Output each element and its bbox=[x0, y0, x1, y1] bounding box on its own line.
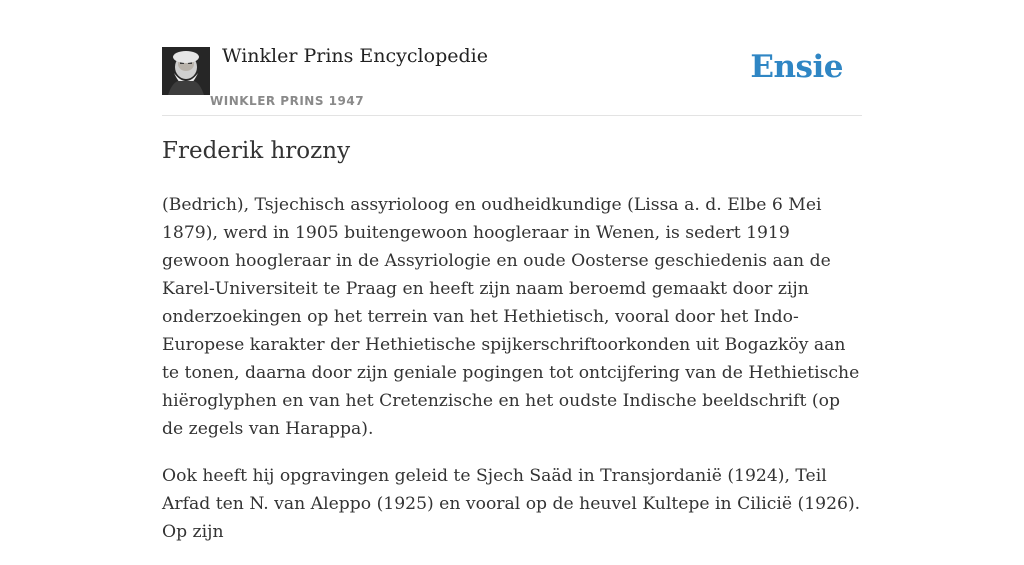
edition-label[interactable]: WINKLER PRINS 1947 bbox=[210, 94, 365, 108]
site-name[interactable]: Winkler Prins Encyclopedie bbox=[222, 45, 488, 67]
article-paragraph: (Bedrich), Tsjechisch assyrioloog en oudheidkundige (Lissa a. d. Elbe 6 Mei 1879), werd in 1905 buitengewoon hoogleraar in Wenen, is sedert 1919 gewoon hoogleraar in de Assyriologie en oude Oosterse geschiedenis aan de Karel-Universiteit te Praag en heeft zijn naam beroemd gemaakt door zijn onderzoekingen op het terrein van het Hethietisch, vooral door het Indo-Europese karakter der Hethietische spijkerschriftoorkonden uit Bogazköy aan te tonen, daarna door zijn geniale pogingen tot ontcijfering van de Hethietische hiëroglyphen en van het Cretenzische en het oudste Indische beeldschrift (op de zegels van Harappa). bbox=[162, 195, 860, 439]
ensie-logo[interactable]: Ensie bbox=[750, 49, 843, 85]
article-paragraph: Ook heeft hij opgravingen geleid te Sjech Saäd in Transjordanië (1924), Teil Arfad ten N. van Aleppo (1925) en vooral op de heuvel Kultepe in Cilicië (1926). Op zijn bbox=[162, 466, 861, 542]
site-header bbox=[162, 0, 862, 116]
article-title: Frederik hrozny bbox=[162, 138, 351, 164]
article-container bbox=[162, 0, 862, 542]
article-body bbox=[162, 191, 862, 565]
portrait-avatar-icon[interactable] bbox=[162, 47, 210, 95]
